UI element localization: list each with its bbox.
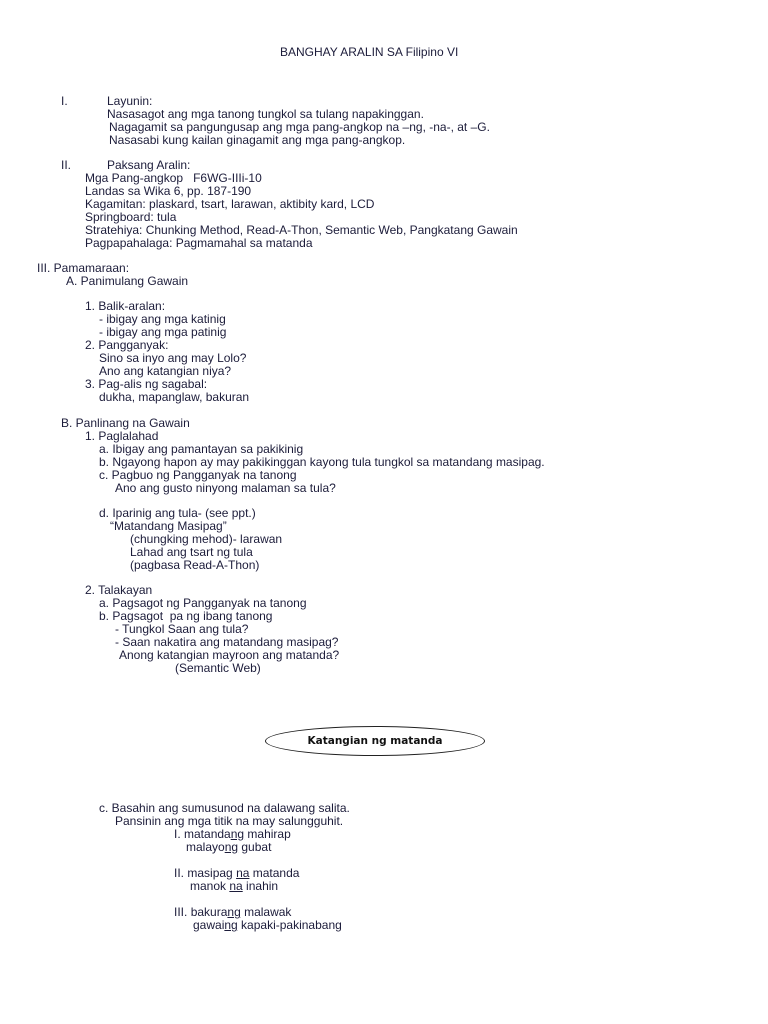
underlined-linker: ng: [224, 840, 239, 854]
part-b-line: b. Pagsagot pa ng ibang tanong: [99, 609, 273, 623]
part-b-line: d. Iparinig ang tula- (see ppt.): [99, 506, 256, 520]
part-c-instruction: c. Basahin ang sumusunod na dalawang salita.: [99, 801, 350, 815]
section-2-heading: Paksang Aralin:: [107, 158, 191, 172]
part-b-line: c. Pagbuo ng Pangganyak na tanong: [99, 468, 297, 482]
semantic-web-oval: [265, 726, 485, 756]
underlined-linker: ng: [227, 905, 241, 919]
objective-item: Nagagamit sa pangungusap ang mga pang-angkop na –ng, -na-, at –G.: [109, 120, 490, 134]
part-a-line: 2. Pangganyak:: [85, 338, 169, 352]
underlined-linker: na: [229, 879, 243, 893]
part-a-line: Ano ang katangian niya?: [99, 364, 232, 378]
section-1-heading: Layunin:: [107, 94, 153, 108]
section-3-heading: III. Pamamaraan:: [37, 261, 130, 275]
word-pair: manok na inahin: [190, 879, 279, 893]
subject-line: Mga Pang-angkop F6WG-IIIi-10: [85, 171, 262, 185]
word-pair: I. matandang mahirap: [174, 827, 291, 841]
section-2-number: II.: [61, 158, 72, 172]
part-c-instruction: Pansinin ang mga titik na may salungguhit.: [115, 814, 344, 828]
word-pair: gawaing kapaki-pakinabang: [193, 918, 342, 932]
part-a-line: Sino sa inyo ang may Lolo?: [99, 351, 247, 365]
underlined-linker: na: [236, 866, 250, 880]
word-pair: III. bakurang malawak: [174, 905, 292, 919]
part-b-line: (pagbasa Read-A-Thon): [130, 558, 260, 572]
part-b-heading: B. Panlinang na Gawain: [61, 416, 190, 430]
subject-line: Stratehiya: Chunking Method, Read-A-Thon, Semantic Web, Pangkatang Gawain: [85, 223, 518, 237]
part-a-line: - ibigay ang mga katinig: [99, 312, 226, 326]
part-a-heading: A. Panimulang Gawain: [66, 274, 189, 288]
poem-title: “Matandang Masipag”: [110, 519, 227, 533]
part-b-line: - Tungkol Saan ang tula?: [115, 622, 249, 636]
part-b-line: - Saan nakatira ang matandang masipag?: [115, 635, 339, 649]
objective-item: Nasasabi kung kailan ginagamit ang mga pang-angkop.: [109, 133, 406, 147]
part-b-line: (Semantic Web): [175, 661, 261, 675]
part-b-line: 1. Paglalahad: [85, 429, 159, 443]
subject-line: Pagpapahalaga: Pagmamahal sa matanda: [85, 236, 313, 250]
underlined-linker: ng: [224, 918, 238, 932]
part-b-line: Lahad ang tsart ng tula: [130, 545, 253, 559]
part-b-line: Anong katangian mayroon ang matanda?: [119, 648, 340, 662]
part-a-line: 1. Balik-aralan:: [85, 299, 166, 313]
part-a-line: - ibigay ang mga patinig: [99, 325, 227, 339]
part-a-line: 3. Pag-alis ng sagabal:: [85, 377, 208, 391]
subject-line: Kagamitan: plaskard, tsart, larawan, aktibity kard, LCD: [85, 197, 375, 211]
part-b-line: b. Ngayong hapon ay may pakikinggan kayong tula tungkol sa matandang masipag.: [99, 455, 545, 469]
underlined-linker: ng: [230, 827, 245, 841]
word-pair: malayong gubat: [186, 840, 272, 854]
part-b-line: Ano ang gusto ninyong malaman sa tula?: [115, 481, 336, 495]
objective-item: Nasasagot ang mga tanong tungkol sa tulang napakinggan.: [107, 107, 424, 121]
semantic-web-center-label: Katangian ng matanda: [307, 735, 443, 747]
part-b-line: 2. Talakayan: [85, 583, 153, 597]
part-b-line: a. Ibigay ang pamantayan sa pakikinig: [99, 442, 304, 456]
section-1-number: I.: [61, 94, 68, 108]
document-title: BANGHAY ARALIN SA Filipino VI: [280, 45, 459, 59]
subject-line: Landas sa Wika 6, pp. 187-190: [85, 184, 252, 198]
part-b-line: (chungking mehod)- larawan: [130, 532, 283, 546]
subject-line: Springboard: tula: [85, 210, 177, 224]
part-a-line: dukha, mapanglaw, bakuran: [99, 390, 250, 404]
part-b-line: a. Pagsagot ng Pangganyak na tanong: [99, 596, 307, 610]
word-pair: II. masipag na matanda: [174, 866, 300, 880]
